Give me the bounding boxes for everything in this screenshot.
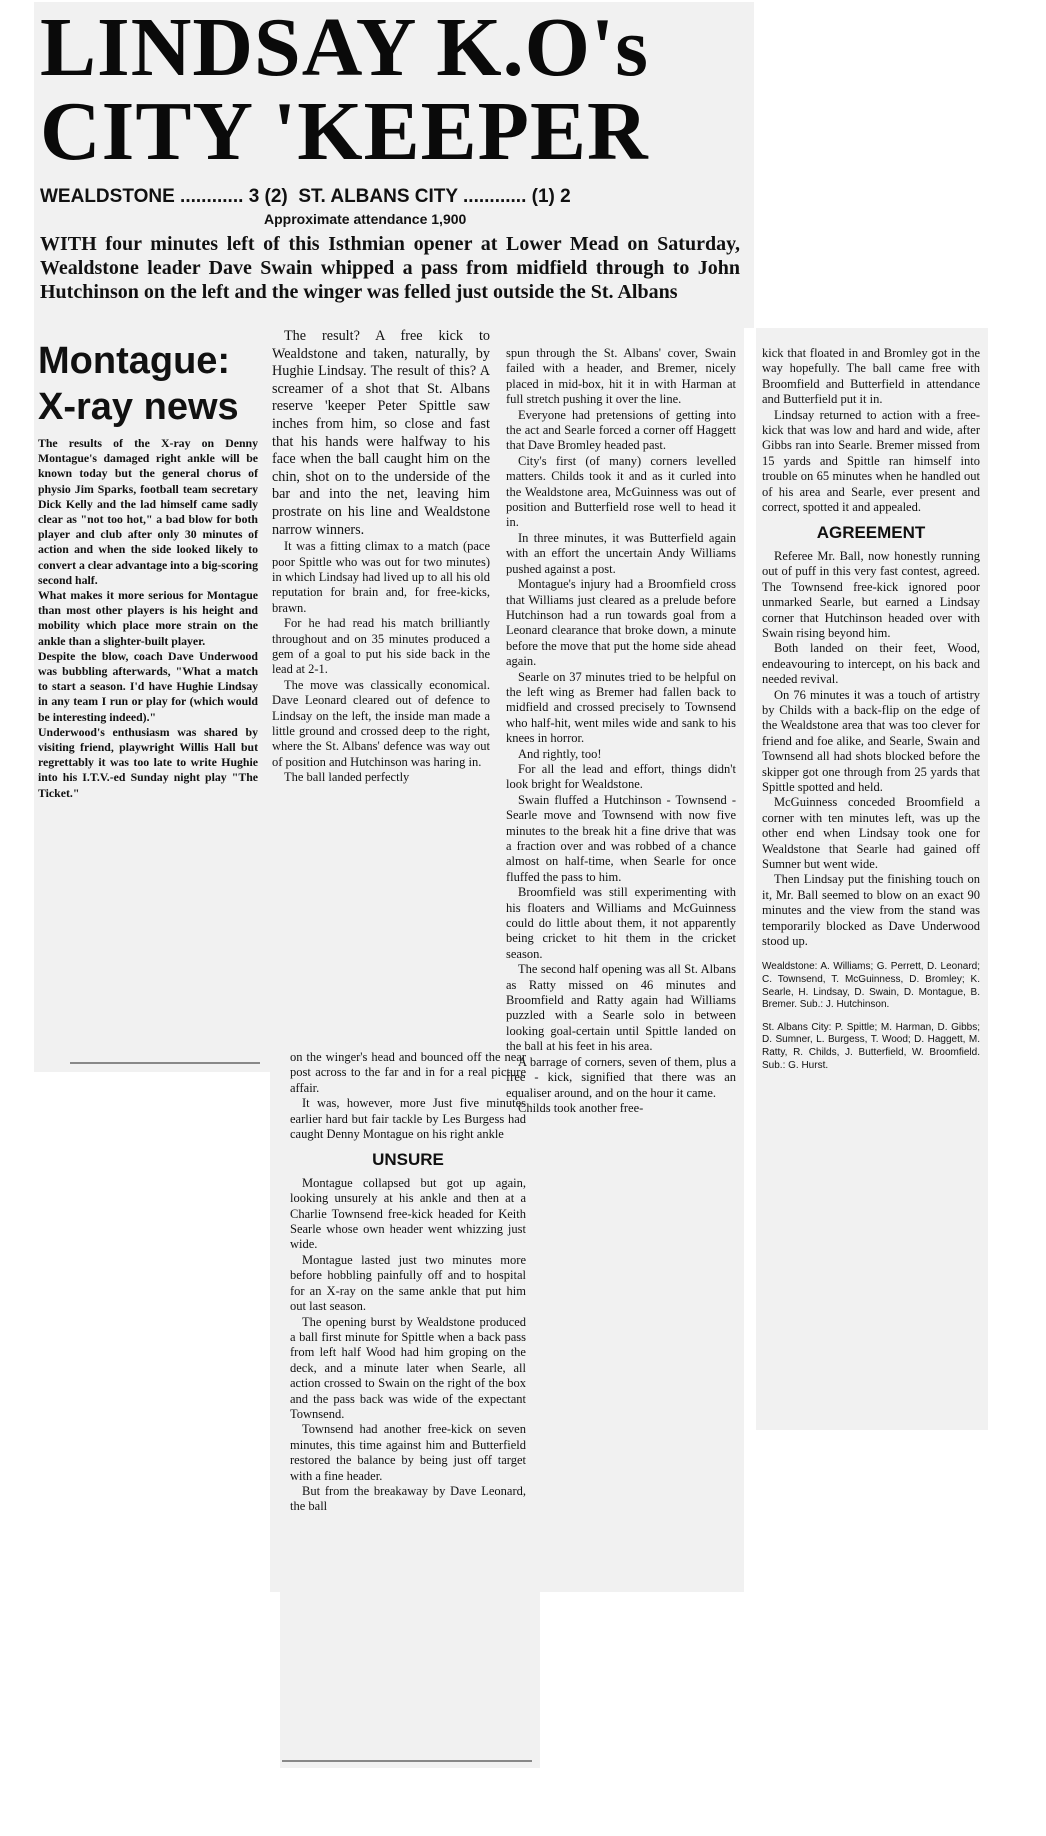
sidebar-paragraph: Underwood's enthusiasm was shared by visiting friend, playwright Willis Hall but regrettably it was too late to write Hughie into his I.T.V.-ed Sunday night play "The Ticket.": [38, 724, 258, 800]
intro-paragraph: WITH four minutes left of this Isthmian opener at Lower Mead on Saturday, Wealdstone leader Dave Swain whipped a pass from midfield through to John Hutchinson on the left and the winger was felled just outside the St. Albans: [40, 233, 740, 303]
body-paragraph: The move was classically economical. Dave Leonard cleared out of defence to Lindsay on the left, the inside man made a little ground and crossed deep to the right, where the St. Albans' defence was way out of position and Hutchinson was haring in.: [272, 677, 490, 769]
sidebar-heading-2: X-ray news: [38, 386, 239, 428]
body-paragraph: Childs took another free-: [518, 1100, 644, 1115]
body-paragraph: But from the breakaway by Dave Leonard, the ball: [290, 1483, 526, 1514]
away-result: (1) 2: [531, 186, 571, 207]
body-paragraph: Both landed on their feet, Wood, endeavouring to intercept, on his back and needed revival.: [762, 641, 980, 687]
agreement-heading: AGREEMENT: [816, 523, 926, 543]
body-paragraph: The result? A free kick to Wealdstone and taken, naturally, by Hughie Lindsay. The result of this? A screamer of a shot that St. Albans reserve 'keeper Peter Spittle saw inches from him, so close and fast that his hands were halfway to his face when the ball caught him on the chin, shot on to the underside of the bar and into the net, leaving him prostrate on his line and Wealdstone narrow winners.: [272, 328, 490, 538]
body-paragraph: Lindsay returned to action with a free-kick that was low and hard and wide, after Gibbs ran into Searle. Bremer missed from 15 yards and Spittle ran himself into trouble on 65 minutes when he handled out of his area and Searle, ever present and correct, spotted it and appealed.: [762, 407, 980, 515]
lineup-wealdstone: Wealdstone: A. Williams; G. Perrett, D. Leonard; C. Townsend, T. McGuinness, D. Bromley; K. Searle, H. Lindsay, D. Swain, D. Montague, B. Bremer. Sub.: J. Hutchinson.: [762, 961, 980, 1011]
body-paragraph: Swain fluffed a Hutchinson - Townsend - Searle move and Townsend with now five minutes to the break hit a fine drive that was a fraction over and was robbed of a chance almost on half-time, when Searle for once fluffed the pass to him.: [506, 792, 736, 884]
body-paragraph: City's first (of many) corners levelled matters. Childs took it and as it curled into the Wealdstone area, McGuinness was out of position and Butterfield rose well to head it in.: [506, 453, 736, 530]
body-paragraph: A barrage of corners, seven of them, plus a free - kick, signified that there was an equaliser around, and on the hour it came.: [506, 1054, 736, 1100]
body-paragraph: And rightly, too!: [518, 746, 602, 761]
unsure-heading: UNSURE: [372, 1150, 444, 1170]
body-paragraph: It was, however, more Just five minutes earlier hard but fair tackle by Les Burgess had caught Denny Montague on his right ankle: [290, 1096, 526, 1142]
body-paragraph: Montague lasted just two minutes more before hobbling painfully off and to hospital for an X-ray on the same ankle that put him out last season.: [290, 1252, 526, 1314]
body-paragraph: kick that floated in and Bromley got in the way hopefully. The ball came free with Broomfield and Butterfield in attendance and Butterfield put it in.: [762, 346, 980, 407]
home-result: 3 (2): [248, 186, 288, 207]
column-d: [762, 346, 980, 1082]
body-paragraph: Referee Mr. Ball, now honestly running out of puff in this very fast contest, agreed. The Townsend free-kick ignored poor unmarked Searle, but earned a Lindsay corner that Hutchinson headed over with Swain rising beyond him.: [762, 548, 980, 640]
sidebar-column: [38, 338, 258, 801]
sidebar-paragraph: Despite the blow, coach Dave Underwood was bubbling afterwards, "What a match to start a season. I'd have Hughie Lindsay in any team I run or play for (which would be interesting indeed).": [38, 648, 258, 724]
body-paragraph: Then Lindsay put the finishing touch on it, Mr. Ball seemed to blow on an exact 90 minutes and the view from the stand was temporarily blocked as Dave Underwood stood up.: [762, 872, 980, 949]
body-paragraph: Everyone had pretensions of getting into the act and Searle forced a corner off Haggett that Dave Bromley headed past.: [506, 407, 736, 453]
body-paragraph: Townsend had another free-kick on seven minutes, this time against him and Butterfield restored the balance by being just off target with a fine header.: [290, 1422, 526, 1483]
body-paragraph: It was a fitting climax to a match (pace poor Spittle who was out for two minutes) in which Lindsay had lived up to all his old reputation for brain and, for free-kicks, brawn.: [272, 539, 490, 615]
score-dots-2: ............: [463, 186, 527, 207]
body-paragraph: On 76 minutes it was a touch of artistry by Childs with a back-flip on the edge of the Wealdstone area that was too clever for friend and foe alike, and Searle, Swain and Townsend all had shots blocked before the skipper got one through from 25 yards that Spittle spotted and held.: [762, 687, 980, 794]
score-dots-1: ............: [180, 186, 244, 207]
headline: [40, 1, 740, 178]
sidebar-heading-1: Montague:: [38, 340, 231, 382]
body-paragraph: For all the lead and effort, things didn't look bright for Wealdstone.: [506, 761, 736, 792]
headline-line-2: CITY 'KEEPER: [40, 85, 649, 178]
body-paragraph: Broomfield was still experimenting with his floaters and Williams and McGuinness could do little about them, it not apparently being cricket to hit them in the cricket season.: [506, 885, 736, 961]
body-paragraph: In three minutes, it was Butterfield again with an effort the uncertain Andy Williams pushed against a post.: [506, 530, 736, 576]
body-paragraph: on the winger's head and bounced off the near post across to the far and in for a real picture affair.: [290, 1050, 526, 1095]
column-b-top: [272, 328, 490, 786]
body-paragraph: For he had read his match brilliantly throughout and on 35 minutes produced a gem of a goal to put his side back in the lead at 2-1.: [272, 616, 490, 677]
body-paragraph: Montague's injury had a Broomfield cross that Williams just cleared as a prelude before Hutchinson had a run towards goal from a Leonard clearance that broke down, a minute before the move that put the home side ahead again.: [506, 577, 736, 669]
body-paragraph: The ball landed perfectly: [284, 770, 410, 785]
clipping-middle-bottom: [280, 1592, 540, 1768]
attendance: Approximate attendance 1,900: [264, 211, 467, 227]
body-paragraph: Montague collapsed but got up again, looking unsurely at his ankle and then at a Charlie Townsend free-kick headed for Keith Searle whose own header went whizzing just wide.: [290, 1175, 526, 1252]
headline-line-1: LINDSAY K.O's: [40, 1, 649, 94]
clipping-edge: [70, 1062, 260, 1064]
sidebar-paragraph: The results of the X-ray on Denny Montague's damaged right ankle will be known today but the general chorus of physio Jim Sparks, football team secretary Dick Kelly and the lad himself came sadly clear as "not too hot," a bad blow for both player and club after only 30 minutes of action and when the side looked likely to convert a clear advantage into a big-scoring second half.: [38, 436, 258, 587]
away-team: ST. ALBANS CITY: [298, 186, 458, 207]
clipping-edge: [282, 1760, 532, 1762]
home-team: WEALDSTONE: [40, 186, 175, 207]
column-b-bottom: [290, 1050, 526, 1515]
body-paragraph: Searle on 37 minutes tried to be helpful on the left wing as Bremer had fallen back to midfield and crossed precisely to Townsend who half-hit, went miles wide and sank to his knees in horror.: [506, 669, 736, 746]
sidebar-paragraph: What makes it more serious for Montague than most other players is his height and mobility which place more strain on the ankle than a slighter-built player.: [38, 588, 258, 648]
body-paragraph: McGuinness conceded Broomfield a corner with ten minutes left, was up the other end when Lindsay took one for Wealdstone that Searle had gained off Sumner but went wide.: [762, 795, 980, 871]
lineup-st-albans: St. Albans City: P. Spittle; M. Harman, D. Gibbs; D. Sumner, L. Burgess, T. Wood; D. Haggett, M. Ratty, R. Childs, J. Butterfield, W. Broomfield. Sub.: G. Hurst.: [762, 1021, 980, 1071]
body-paragraph: The opening burst by Wealdstone produced a ball first minute for Spittle when a back pass from left half Wood had him groping on the deck, and a minute later when Searle, all action crossed to Swain on the right of the box and the pass back was wide of the expectant Townsend.: [290, 1314, 526, 1421]
score-line: [40, 186, 740, 208]
column-c: [506, 346, 736, 1116]
team-lineups: [762, 961, 980, 1072]
body-paragraph: The second half opening was all St. Albans as Ratty missed on 46 minutes and Broomfield and Ratty again had Williams puzzled with a Searle solo in between looking goal-certain until Spittle landed on the ball at his feet in his area.: [506, 962, 736, 1054]
body-paragraph: spun through the St. Albans' cover, Swain failed with a header, and Bremer, nicely placed in mid-box, hit it in with Harman at full stretch pushing it over the line.: [506, 346, 736, 407]
